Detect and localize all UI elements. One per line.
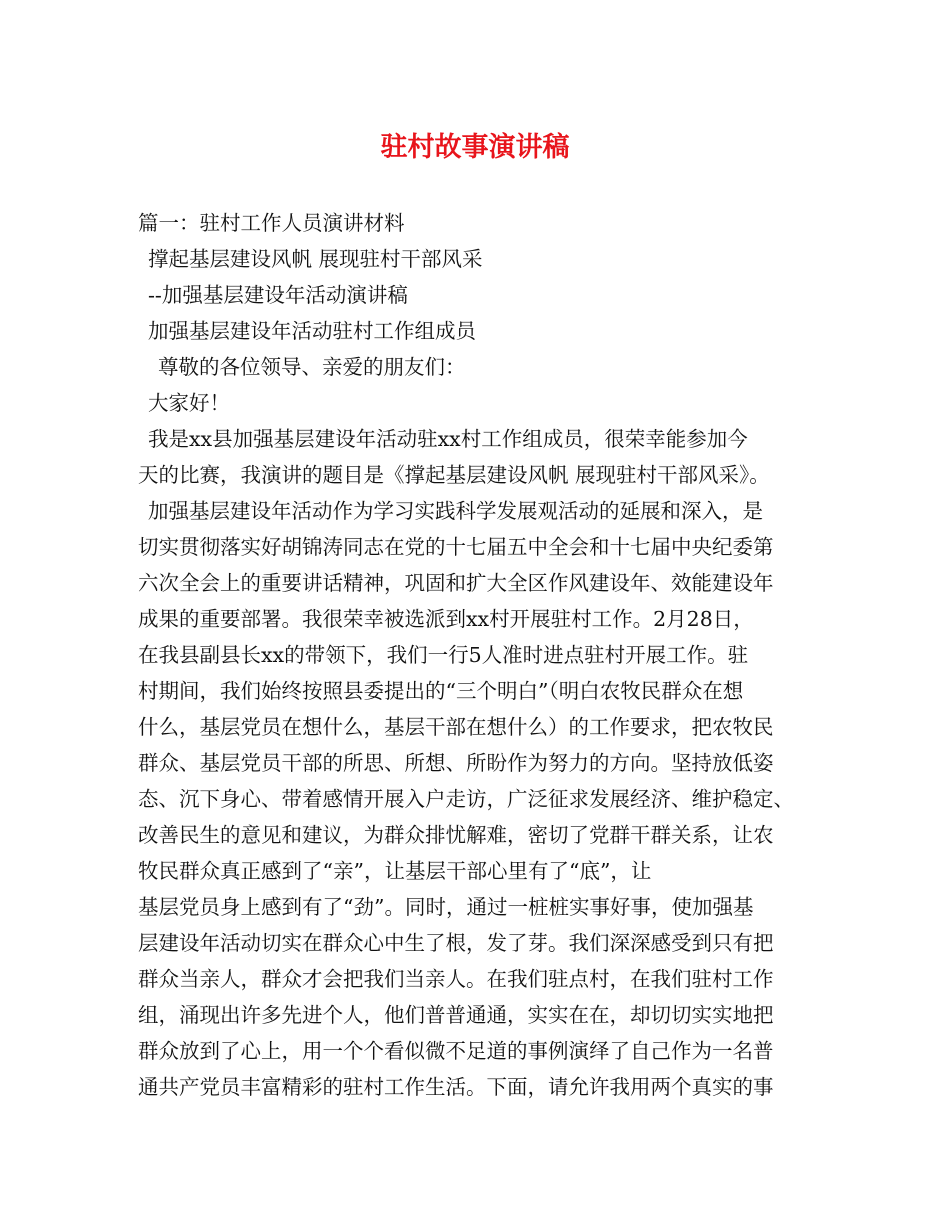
body-line: 在我县副县长xx的带领下，我们一行5人准时进点驻村开展工作。驻 bbox=[138, 643, 749, 667]
body-line: 群众、基层党员干部的所思、所想、所盼作为努力的方向。坚持放低姿 bbox=[138, 751, 774, 775]
body-line: 六次全会上的重要讲话精神，巩固和扩大全区作风建设年、效能建设年 bbox=[138, 571, 774, 595]
body-line: 加强基层建设年活动作为学习实践科学发展观活动的延展和深入，是 bbox=[148, 499, 763, 523]
body-line: 篇一：驻村工作人员演讲材料 bbox=[138, 211, 405, 235]
body-line: 大家好！ bbox=[148, 391, 230, 415]
body-line: 天的比赛，我演讲的题目是《撑起基层建设风帆 展现驻村干部风采》。 bbox=[138, 463, 770, 487]
body-line: 基层党员身上感到有了“劲”。同时，通过一桩桩实事好事，使加强基 bbox=[138, 895, 754, 919]
body-line: --加强基层建设年活动演讲稿 bbox=[148, 283, 408, 307]
body-line: 群众当亲人，群众才会把我们当亲人。在我们驻点村，在我们驻村工作 bbox=[138, 967, 774, 991]
body-line: 态、沉下身心、带着感情开展入户走访，广泛征求发展经济、维护稳定、 bbox=[138, 787, 794, 811]
body-line: 组，涌现出许多先进个人，他们普普通通，实实在在，却切切实实地把 bbox=[138, 1003, 774, 1027]
body-line: 什么，基层党员在想什么，基层干部在想什么）的工作要求，把农牧民 bbox=[138, 715, 774, 739]
body-line: 村期间，我们始终按照县委提出的“三个明白”（明白农牧民群众在想 bbox=[138, 679, 744, 703]
body-line: 层建设年活动切实在群众心中生了根，发了芽。我们深深感受到只有把 bbox=[138, 931, 774, 955]
document-body bbox=[138, 205, 838, 1105]
body-line: 切实贯彻落实好胡锦涛同志在党的十七届五中全会和十七届中央纪委第 bbox=[138, 535, 774, 559]
document-title: 驻村故事演讲稿 bbox=[380, 132, 570, 163]
body-line: 我是xx县加强基层建设年活动驻xx村工作组成员，很荣幸能参加今 bbox=[148, 427, 748, 451]
body-line: 撑起基层建设风帆 展现驻村干部风采 bbox=[148, 247, 483, 271]
body-line: 改善民生的意见和建议，为群众排忧解难，密切了党群干群关系，让农 bbox=[138, 823, 774, 847]
body-line: 加强基层建设年活动驻村工作组成员 bbox=[148, 319, 476, 343]
body-line: 通共产党员丰富精彩的驻村工作生活。下面，请允许我用两个真实的事 bbox=[138, 1075, 774, 1099]
body-line: 牧民群众真正感到了“亲”，让基层干部心里有了“底”，让 bbox=[138, 859, 652, 883]
body-line: 尊敬的各位领导、亲爱的朋友们： bbox=[158, 355, 466, 379]
body-line: 群众放到了心上，用一个个看似微不足道的事例演绎了自己作为一名普 bbox=[138, 1039, 774, 1063]
body-line: 成果的重要部署。我很荣幸被选派到xx村开展驻村工作。2月28日， bbox=[138, 607, 754, 631]
